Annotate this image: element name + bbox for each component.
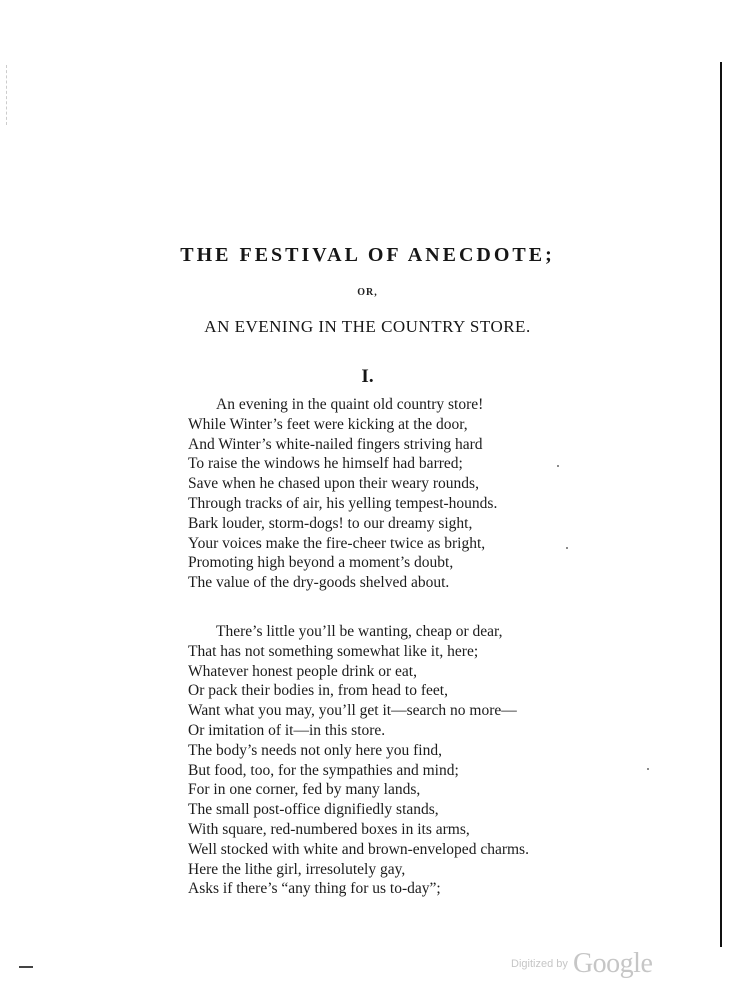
verse-line: Save when he chased upon their weary rounds,: [188, 475, 479, 493]
verse-line: Asks if there’s “any thing for us to-day”;: [188, 880, 441, 898]
section-numeral: I.: [361, 366, 374, 387]
digitized-watermark: [511, 948, 652, 980]
google-logo: Google: [572, 948, 653, 979]
verse-line: And Winter’s white-nailed fingers striving hard: [188, 435, 483, 453]
stanza-2: [188, 622, 608, 899]
verse-line: Want what you may, you’ll get it—search no more—: [188, 702, 517, 720]
stanza-1: [188, 395, 608, 593]
verse-line: Well stocked with white and brown-enveloped charms.: [188, 840, 529, 858]
verse-line: The small post-office dignifiedly stands,: [188, 801, 439, 819]
verse-line: But food, too, for the sympathies and mind;: [188, 761, 459, 779]
verse-line: Promoting high beyond a moment’s doubt,: [188, 554, 454, 572]
ink-speck: [647, 768, 649, 770]
verse-line: Bark louder, storm-dogs! to our dreamy sight,: [188, 514, 473, 532]
verse-line: To raise the windows he himself had barred;: [188, 455, 463, 473]
verse-line: With square, red-numbered boxes in its arms,: [188, 820, 470, 838]
poem-subtitle: AN EVENING IN THE COUNTRY STORE.: [204, 317, 531, 336]
verse-line: While Winter’s feet were kicking at the door,: [188, 415, 468, 433]
verse-line: The value of the dry-goods shelved about.: [188, 574, 450, 592]
verse-line: Or imitation of it—in this store.: [188, 721, 386, 739]
verse-line: There’s little you’ll be wanting, cheap or dear,: [216, 623, 503, 640]
verse-line: That has not something somewhat like it, here;: [188, 642, 479, 660]
ink-speck: [557, 465, 559, 467]
title-connector: OR,: [357, 287, 378, 298]
poem-title: THE FESTIVAL OF ANECDOTE;: [180, 244, 555, 266]
verse-line: For in one corner, fed by many lands,: [188, 781, 421, 799]
verse-line: Through tracks of air, his yelling tempest-hounds.: [188, 494, 498, 512]
verse-line: Your voices make the fire-cheer twice as bright,: [188, 534, 486, 552]
watermark-prefix: Digitized by: [511, 958, 568, 970]
verse-line: An evening in the quaint old country store!: [216, 396, 484, 413]
verse-line: Here the lithe girl, irresolutely gay,: [188, 860, 406, 878]
verse-line: Or pack their bodies in, from head to feet,: [188, 682, 448, 700]
verse-line: Whatever honest people drink or eat,: [188, 662, 417, 680]
scan-edge-marks: [6, 65, 8, 125]
page-edge-rule: [720, 62, 722, 947]
margin-dash: [19, 966, 33, 968]
verse-line: The body’s needs not only here you find,: [188, 741, 442, 759]
ink-speck: [566, 547, 568, 549]
